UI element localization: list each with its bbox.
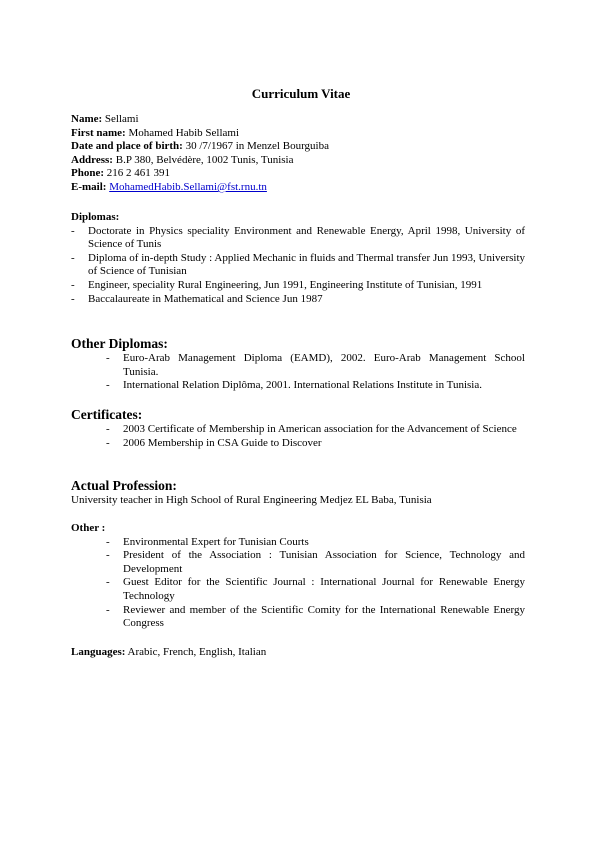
birth-label: Date and place of birth: (71, 140, 183, 153)
email-row (71, 181, 525, 195)
profession-section (71, 478, 525, 508)
list-item: - Reviewer and member of the Scientific Comity for the International Renewable Energy Congress (71, 604, 525, 631)
certificates-section (71, 407, 525, 450)
first-name-row (71, 127, 525, 141)
other-diplomas-section (71, 336, 525, 393)
other-diplomas-heading: Other Diplomas: (71, 336, 168, 351)
list-item: - 2006 Membership in CSA Guide to Discover (71, 437, 525, 451)
other-heading: Other : (71, 522, 106, 534)
certificates-list (71, 423, 525, 450)
diplomas-heading: Diplomas: (71, 211, 120, 223)
languages-label: Languages: (71, 646, 126, 658)
list-item: - International Relation Diplôma, 2001. International Relations Institute in Tunisia. (71, 379, 525, 393)
list-item: - Diploma of in-depth Study : Applied Mechanic in fluids and Thermal transfer Jun 1993, University of Science of Tunisian (71, 252, 525, 279)
languages-row (71, 646, 525, 660)
list-item: - Euro-Arab Management Diploma (EAMD), 2002. Euro-Arab Management School Tunisia. (71, 352, 525, 379)
name-value: Sellami (102, 113, 139, 125)
profession-text: University teacher in High School of Rural Engineering Medjez EL Baba, Tunisia (71, 494, 432, 506)
list-item: - President of the Association : Tunisian Association for Science, Technology and Development (71, 549, 525, 576)
diplomas-list (71, 225, 525, 307)
email-label: E-mail: (71, 180, 107, 193)
other-diplomas-list (71, 352, 525, 393)
page-title: Curriculum Vitae (251, 86, 351, 101)
phone-label: Phone: (71, 167, 104, 180)
certificates-heading: Certificates: (71, 407, 143, 422)
list-item: - Baccalaureate in Mathematical and Science Jun 1987 (71, 293, 525, 307)
other-section (71, 522, 525, 631)
phone-row (71, 167, 525, 181)
personal-info (71, 113, 525, 195)
profession-heading: Actual Profession: (71, 478, 177, 493)
languages-value: Arabic, French, English, Italian (125, 646, 267, 658)
list-item: - 2003 Certificate of Membership in American association for the Advancement of Science (71, 423, 525, 437)
list-item: - Guest Editor for the Scientific Journal : International Journal for Renewable Energy Technology (71, 576, 525, 603)
email-link[interactable]: MohamedHabib.Sellami@fst.rnu.tn (109, 180, 267, 193)
list-item: - Environmental Expert for Tunisian Courts (71, 536, 525, 550)
birth-row (71, 140, 525, 154)
address-label: Address: (71, 153, 113, 166)
name-label: Name: (71, 113, 103, 125)
other-list (71, 536, 525, 631)
name-row (71, 113, 525, 127)
phone-value: 216 2 461 391 (104, 167, 170, 180)
first-name-label: First name: (71, 126, 126, 139)
diplomas-section (71, 211, 525, 306)
list-item: - Engineer, speciality Rural Engineering, Jun 1991, Engineering Institute of Tunisian, 1991 (71, 279, 525, 293)
address-row (71, 154, 525, 168)
birth-value: 30 /7/1967 in Menzel Bourguiba (182, 140, 329, 153)
list-item: - Doctorate in Physics speciality Environment and Renewable Energy, April 1998, University of Science of Tunis (71, 225, 525, 252)
first-name-value: Mohamed Habib Sellami (125, 126, 240, 139)
address-value: B.P 380, Belvédère, 1002 Tunis, Tunisia (112, 153, 294, 166)
